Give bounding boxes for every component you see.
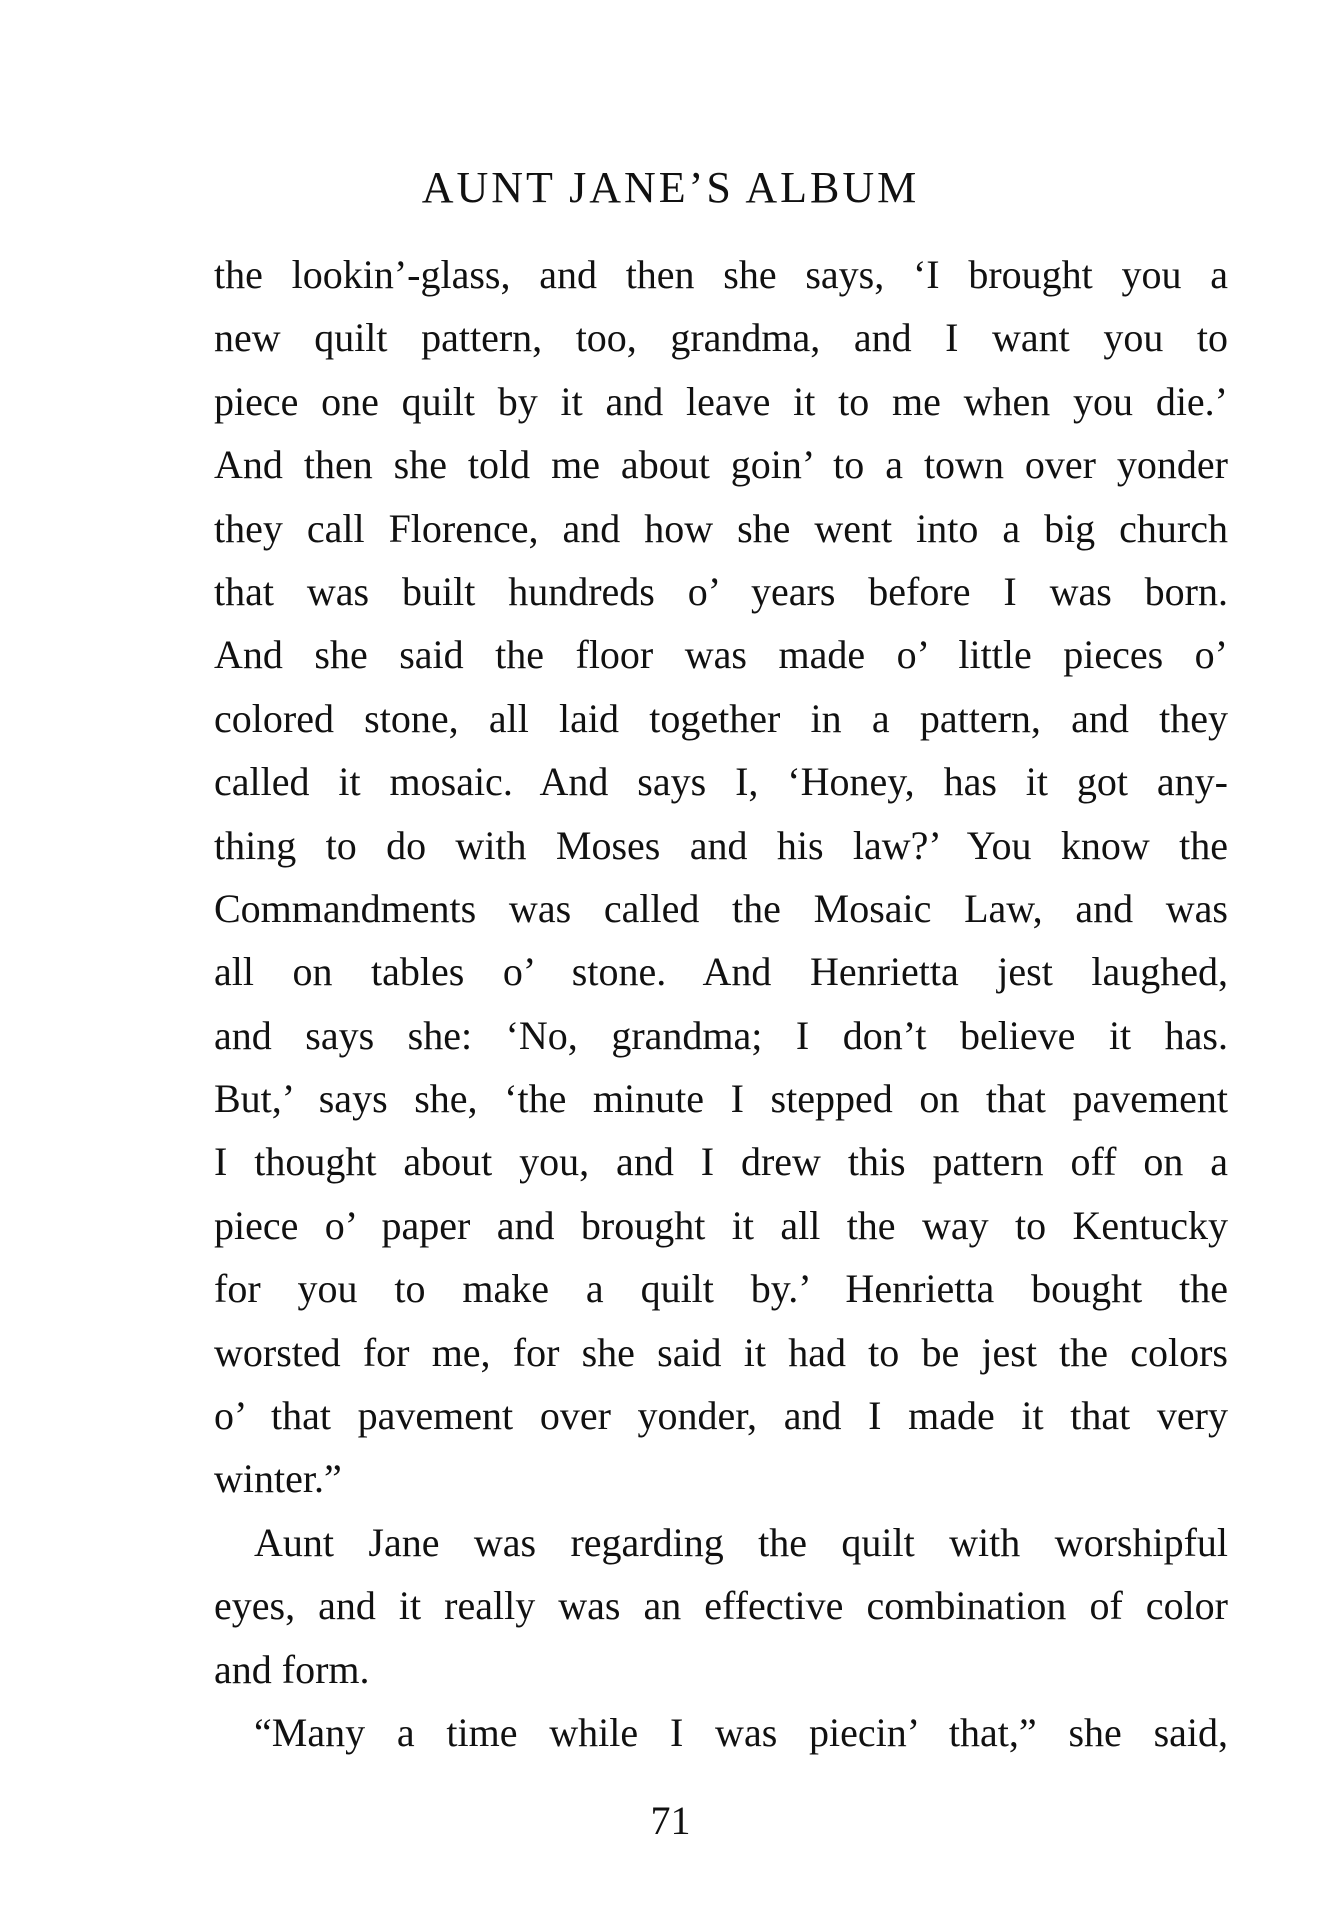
text-line: And she said the floor was made o’ little pieces o’	[214, 632, 1228, 678]
page-number: 71	[650, 1798, 691, 1843]
text-line: Aunt Jane was regarding the quilt with worshipful	[254, 1519, 1228, 1565]
text-line: they call Florence, and how she went into a big church	[214, 505, 1228, 551]
text-line: o’ that pavement over yonder, and I made it that very	[214, 1393, 1228, 1439]
text-line: And then she told me about goin’ to a town over yonder	[214, 442, 1228, 488]
paragraph	[214, 243, 1228, 1511]
text-line: Commandments was called the Mosaic Law, and was	[214, 885, 1228, 931]
text-line: piece one quilt by it and leave it to me when you die.’	[214, 378, 1228, 424]
paragraph	[214, 1511, 1228, 1701]
body-text	[214, 243, 1228, 1764]
text-line: the lookin’-glass, and then she says, ‘I brought you a	[214, 252, 1228, 297]
paragraph	[214, 1701, 1228, 1764]
text-line: I thought about you, and I drew this pattern off on a	[214, 1139, 1228, 1185]
text-line: that was built hundreds o’ years before I was born.	[214, 568, 1228, 614]
text-line: winter.”	[214, 1456, 342, 1502]
text-line: eyes, and it really was an effective combination of color	[214, 1583, 1228, 1629]
running-head: AUNT JANE’S ALBUM	[421, 163, 920, 212]
text-line: all on tables o’ stone. And Henrietta jest laughed,	[214, 949, 1228, 995]
text-line: and form.	[214, 1646, 370, 1692]
text-line: But,’ says she, ‘the minute I stepped on that pavement	[214, 1076, 1228, 1122]
text-line: piece o’ paper and brought it all the way to Kentucky	[214, 1202, 1228, 1248]
text-line: worsted for me, for she said it had to be jest the colors	[214, 1329, 1228, 1375]
text-line: and says she: ‘No, grandma; I don’t believe it has.	[214, 1012, 1228, 1058]
text-line: “Many a time while I was piecin’ that,” she said,	[254, 1709, 1228, 1755]
text-line: thing to do with Moses and his law?’ You know the	[214, 822, 1228, 868]
text-line: for you to make a quilt by.’ Henrietta bought the	[214, 1266, 1228, 1312]
text-line: colored stone, all laid together in a pattern, and they	[214, 695, 1228, 741]
text-line: new quilt pattern, too, grandma, and I want you to	[214, 315, 1228, 361]
text-line: called it mosaic. And says I, ‘Honey, has it got any-	[214, 759, 1228, 805]
